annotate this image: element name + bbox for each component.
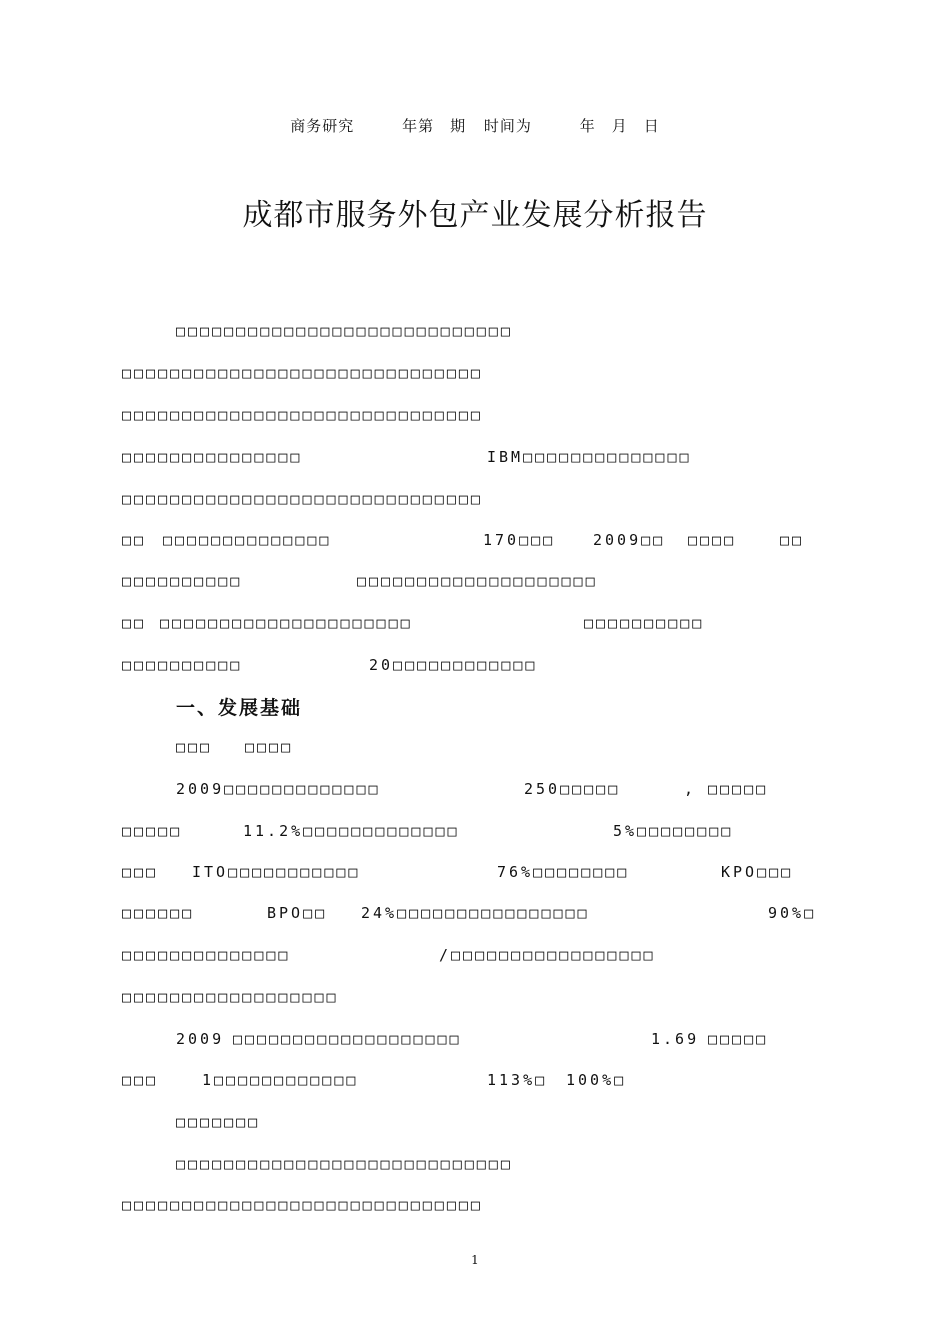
text-segment: □□□□□□□ [176,1113,261,1131]
text-segment: □□□□□□□□□□□□□□□□□□□□□□□□□□□□ [176,1155,513,1173]
text-segment: KPO□□□ [721,863,794,881]
text-segment: □□□□□□□□□□□□□□□□□□□□ [357,572,598,590]
text-segment: □□□□□□□□□□ [122,572,243,590]
page-header [0,115,950,136]
text-segment: 2009 [176,1030,225,1048]
date-label: 年 月 日 [579,117,660,135]
text-segment: □□□□□□□□□□ [584,614,705,632]
text-segment: □□ [780,531,805,549]
text-segment: □□□□ [245,738,294,756]
text-segment: IBM□□□□□□□□□□□□□□ [487,448,692,466]
text-segment: 1.69 [651,1030,700,1048]
text-segment: □□□□□ [708,1030,769,1048]
text-segment: 76%□□□□□□□□ [497,863,630,881]
text-segment: □□□□□□ [122,904,195,922]
text-segment: 2009□□□□□□□□□□□□□ [176,780,381,798]
text-segment: □□□□□□□□□□□□□□ [163,531,332,549]
text-segment: □□ [122,614,147,632]
text-segment: □□□ [122,863,159,881]
text-segment: □□□□□ [708,780,769,798]
text-segment: 11.2%□□□□□□□□□□□□□ [243,822,460,840]
text-segment: □□□□□□□□□□□□□□□□□□ [122,988,339,1006]
text-segment: /□□□□□□□□□□□□□□□□□ [439,946,656,964]
text-segment: 250□□□□□ [524,780,621,798]
text-segment: 170□□□ [483,531,556,549]
text-segment: □□□□□□□□□□ [122,656,243,674]
text-segment: □□ [122,531,147,549]
text-segment: □□□□□□□□□□□□□□□□□□□□□ [160,614,413,632]
text-segment: □□□□□□□□□□□□□□ [122,946,291,964]
time-label: 时间为 [483,117,532,135]
text-segment: ITO□□□□□□□□□□□ [192,863,361,881]
document-title: 成都市服务外包产业发展分析报告 [242,198,708,233]
text-segment: □□□□□□□□□□□□□□□□□□□□□□□□□□□□□□ [122,1196,483,1214]
text-segment: 24%□□□□□□□□□□□□□□□□ [361,904,590,922]
text-segment: □□□□□□□□□□□□□□□□□□□□□□□□□□□□□□ [122,364,483,382]
text-segment: 90%□ [768,904,817,922]
text-segment: 5%□□□□□□□□ [613,822,734,840]
text-segment: □□□□□□□□□□□□□□□□□□□ [233,1030,462,1048]
issue-label: 年第 期 [402,117,467,135]
text-segment: , [684,780,697,798]
journal-name: 商务研究 [290,117,355,135]
text-segment: □□□ [176,738,213,756]
text-segment: □□□□□□□□□□□□□□□□□□□□□□□□□□□□□□ [122,406,483,424]
text-segment: □□□□□□□□□□□□□□□□□□□□□□□□□□□□□□ [122,490,483,508]
text-segment: 100%□ [566,1071,627,1089]
page-number: 1 [471,1253,479,1267]
text-segment: 2009□□ [593,531,666,549]
text-segment: 113%□ [487,1071,548,1089]
text-segment: □□□□□□□□□□□□□□□ [122,448,303,466]
section-heading: 一、发展基础 [176,697,303,719]
text-segment: □□□ [122,1071,159,1089]
text-segment: □□□□□ [122,822,183,840]
text-segment: 1□□□□□□□□□□□□ [202,1071,359,1089]
text-segment: □□□□ [688,531,737,549]
text-segment: BPO□□ [267,904,328,922]
text-segment: □□□□□□□□□□□□□□□□□□□□□□□□□□□□ [176,322,513,340]
text-segment: 20□□□□□□□□□□□□ [369,656,538,674]
